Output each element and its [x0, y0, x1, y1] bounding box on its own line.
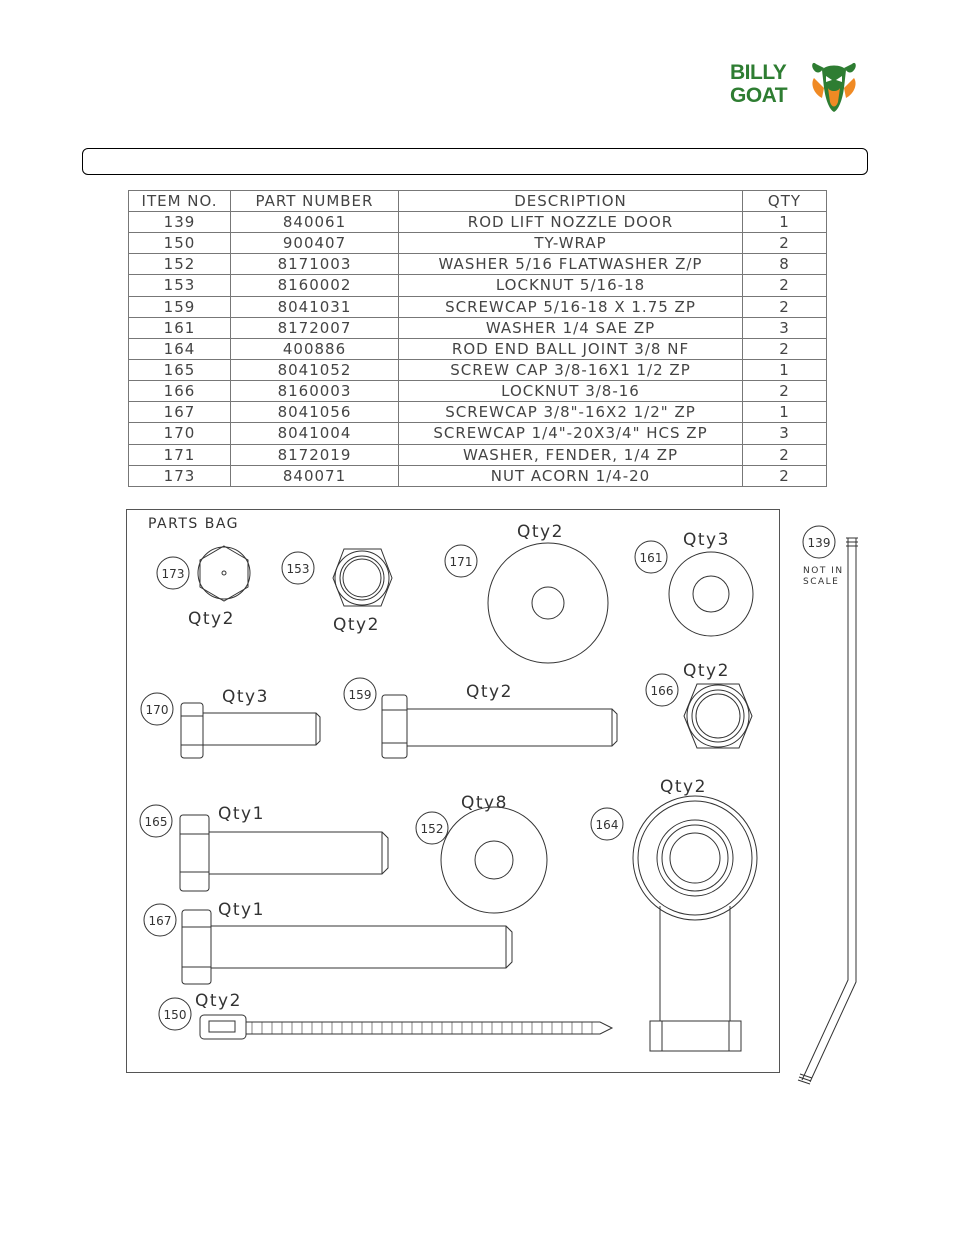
- header-qty: QTY: [743, 191, 827, 212]
- bubble-number: 150: [163, 1008, 187, 1022]
- cell-qty: 2: [743, 338, 827, 359]
- cell-desc: WASHER, FENDER, 1/4 ZP: [399, 444, 743, 465]
- rod-end-ball-joint-drawing: [633, 796, 757, 1051]
- logo-text-goat: GOAT: [730, 84, 788, 107]
- cell-item: 170: [129, 423, 231, 444]
- cell-qty: 2: [743, 296, 827, 317]
- parts-bag-label: PARTS BAG: [148, 516, 240, 532]
- cell-part: 8160002: [231, 275, 399, 296]
- qty-label: Qty3: [683, 530, 730, 550]
- cell-item: 159: [129, 296, 231, 317]
- cell-desc: ROD END BALL JOINT 3/8 NF: [399, 338, 743, 359]
- cell-part: 400886: [231, 338, 399, 359]
- cell-qty: 8: [743, 254, 827, 275]
- not-to-scale-label-line1: NOT IN: [803, 566, 844, 576]
- cell-qty: 2: [743, 381, 827, 402]
- cell-part: 8172019: [231, 444, 399, 465]
- bubble-number: 159: [348, 688, 372, 702]
- cell-desc: SCREWCAP 5/16-18 X 1.75 ZP: [399, 296, 743, 317]
- locknut-5-16-drawing: [333, 549, 392, 606]
- cell-item: 164: [129, 338, 231, 359]
- ty-wrap-drawing: [200, 1015, 612, 1039]
- qty-label: Qty8: [461, 793, 508, 813]
- acorn-nut-drawing: [198, 546, 250, 601]
- bubble-number: 152: [420, 822, 444, 836]
- cell-qty: 2: [743, 233, 827, 254]
- cell-part: 8041052: [231, 359, 399, 380]
- cell-item: 166: [129, 381, 231, 402]
- cell-qty: 1: [743, 359, 827, 380]
- cell-item: 173: [129, 465, 231, 486]
- cell-qty: 1: [743, 402, 827, 423]
- cell-part: 840061: [231, 212, 399, 233]
- bubble-number: 153: [286, 562, 310, 576]
- header-description: DESCRIPTION: [399, 191, 743, 212]
- sae-washer-drawing: [669, 552, 753, 636]
- cell-part: 840071: [231, 465, 399, 486]
- cell-part: 8041031: [231, 296, 399, 317]
- cell-item: 165: [129, 359, 231, 380]
- cell-part: 8172007: [231, 317, 399, 338]
- cell-qty: 3: [743, 423, 827, 444]
- qty-label: Qty2: [333, 615, 380, 635]
- cell-qty: 2: [743, 275, 827, 296]
- bubble-number: 173: [161, 567, 185, 581]
- cell-part: 8160003: [231, 381, 399, 402]
- screwcap-165-drawing: [180, 815, 388, 891]
- screwcap-167-drawing: [182, 910, 512, 984]
- header-part-number: PART NUMBER: [231, 191, 399, 212]
- cell-desc: SCREW CAP 3/8-16X1 1/2 ZP: [399, 359, 743, 380]
- cell-qty: 2: [743, 465, 827, 486]
- cell-desc: SCREWCAP 3/8"-16X2 1/2" ZP: [399, 402, 743, 423]
- qty-label: Qty1: [218, 804, 265, 824]
- qty-label: Qty2: [195, 991, 242, 1011]
- cell-item: 153: [129, 275, 231, 296]
- qty-label: Qty2: [660, 777, 707, 797]
- cell-desc: WASHER 5/16 FLATWASHER Z/P: [399, 254, 743, 275]
- bubble-number: 161: [639, 551, 663, 565]
- screwcap-159-drawing: [382, 695, 617, 758]
- qty-label: Qty3: [222, 687, 269, 707]
- cell-item: 139: [129, 212, 231, 233]
- cell-desc: LOCKNUT 3/8-16: [399, 381, 743, 402]
- bubble-number: 167: [148, 914, 172, 928]
- logo-text-billy: BILLY: [730, 61, 787, 84]
- cell-desc: LOCKNUT 5/16-18: [399, 275, 743, 296]
- bubble-number: 171: [449, 555, 473, 569]
- cell-part: 8171003: [231, 254, 399, 275]
- qty-label: Qty1: [218, 900, 265, 920]
- screwcap-170-drawing: [181, 703, 320, 758]
- locknut-3-8-drawing: [684, 684, 752, 748]
- flatwasher-drawing: [441, 807, 547, 913]
- bubble-number: 139: [807, 536, 831, 550]
- cell-desc: SCREWCAP 1/4"-20X3/4" HCS ZP: [399, 423, 743, 444]
- cell-qty: 3: [743, 317, 827, 338]
- cell-item: 152: [129, 254, 231, 275]
- qty-label: Qty2: [466, 682, 513, 702]
- header-item-no: ITEM NO.: [129, 191, 231, 212]
- bubble-number: 165: [144, 815, 168, 829]
- not-to-scale-label-line2: SCALE: [803, 577, 840, 587]
- bubble-number: 164: [595, 818, 619, 832]
- cell-item: 167: [129, 402, 231, 423]
- fender-washer-drawing: [488, 543, 608, 663]
- cell-part: 8041004: [231, 423, 399, 444]
- qty-label: Qty2: [188, 609, 235, 629]
- cell-qty: 2: [743, 444, 827, 465]
- cell-desc: WASHER 1/4 SAE ZP: [399, 317, 743, 338]
- cell-desc: NUT ACORN 1/4-20: [399, 465, 743, 486]
- cell-item: 161: [129, 317, 231, 338]
- qty-label: Qty2: [683, 661, 730, 681]
- cell-item: 150: [129, 233, 231, 254]
- cell-part: 8041056: [231, 402, 399, 423]
- cell-qty: 1: [743, 212, 827, 233]
- bubble-number: 170: [145, 703, 169, 717]
- cell-item: 171: [129, 444, 231, 465]
- bubble-number: 166: [650, 684, 674, 698]
- rod-lift-nozzle-door-drawing: [798, 538, 858, 1084]
- cell-desc: TY-WRAP: [399, 233, 743, 254]
- qty-label: Qty2: [517, 522, 564, 542]
- cell-part: 900407: [231, 233, 399, 254]
- cell-desc: ROD LIFT NOZZLE DOOR: [399, 212, 743, 233]
